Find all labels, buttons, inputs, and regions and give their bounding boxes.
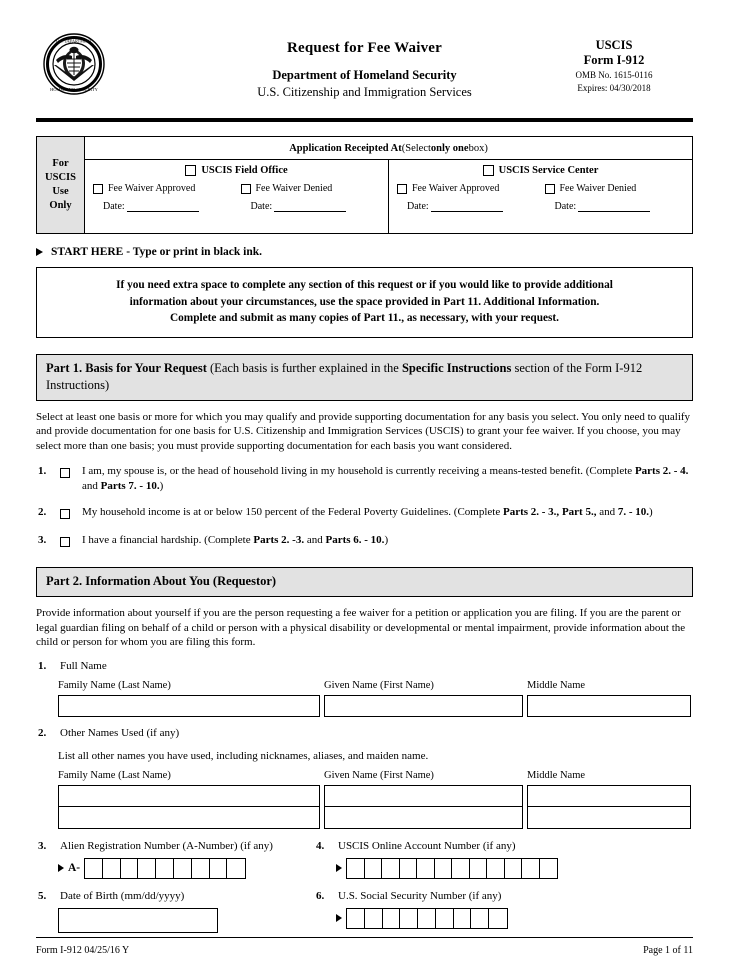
header-divider (36, 118, 693, 122)
other-names-family-label: Family Name (Last Name) (58, 769, 171, 781)
comb-cell[interactable] (365, 859, 383, 878)
basis-1-text-a: I am, my spouse is, or the head of household living in my household is currently receiving a means-tested benefit. (Complete (82, 465, 635, 477)
label-line-for: For (52, 158, 69, 169)
service-center-label: USCIS Service Center (498, 165, 599, 176)
basis-3-number: 3. (38, 534, 47, 546)
basis-options-list (36, 464, 693, 550)
ssn-field-wrap (314, 908, 693, 929)
questions-3-4-row (36, 839, 693, 879)
other-names-family-input-row1[interactable] (58, 785, 320, 807)
basis-2-checkbox-wrap (60, 505, 82, 522)
question-3-group (36, 839, 314, 879)
basis-1-text (82, 464, 693, 494)
a-number-input[interactable] (84, 858, 246, 879)
other-names-middle-input-row2[interactable] (527, 807, 691, 829)
question-4-label: USCIS Online Account Number (if any) (338, 839, 516, 852)
service-center-date-row (389, 194, 692, 212)
comb-cell[interactable] (383, 909, 401, 928)
service-center-approved-date (397, 200, 537, 212)
agency-abbreviation: USCIS (595, 38, 633, 52)
basis-1-bold-b: Parts 7. - 10. (100, 480, 160, 492)
other-names-family-input-row2[interactable] (58, 807, 320, 829)
question-4-number: 4. (316, 839, 325, 852)
full-name-middle-label: Middle Name (527, 679, 586, 691)
question-4-group (314, 839, 693, 879)
other-names-middle-group (527, 769, 691, 829)
agency-name: U.S. Citizenship and Immigration Services (257, 85, 472, 99)
comb-cell[interactable] (103, 859, 121, 878)
basis-1-checkbox-wrap (60, 464, 82, 494)
checkbox-service-center-denied[interactable] (545, 184, 555, 194)
part2-heading (36, 567, 693, 597)
uscis-use-only-content (85, 137, 692, 233)
part2-intro-paragraph: Provide information about yourself if you are the person requesting a fee waiver for a petition or application you are filing. If you are the parent or legal guardian filing on behalf of a child or person with a physical disability or developmental or mental impairment, provide information about the child or person for whom you are filing this form. (36, 607, 686, 648)
notice-line-1: If you need extra space to complete any section of this request or if you would like to provide additional (116, 279, 613, 291)
comb-cell[interactable] (505, 859, 523, 878)
basis-1-bold-a: Parts 2. - 4. (634, 465, 689, 477)
service-center-denied-item (545, 183, 685, 194)
receipted-bold-text: Application Receipted At (289, 142, 402, 154)
comb-cell[interactable] (382, 859, 400, 878)
comb-cell[interactable] (156, 859, 174, 878)
question-5-number: 5. (38, 889, 47, 902)
comb-cell[interactable] (138, 859, 156, 878)
field-office-approved-label: Fee Waiver Approved (108, 183, 196, 194)
service-center-denied-date (545, 200, 685, 212)
checkbox-basis-household-income[interactable] (60, 509, 70, 519)
service-center-approved-item (397, 183, 537, 194)
questions-5-6-row (36, 889, 693, 933)
comb-cell[interactable] (347, 859, 365, 878)
receipted-bold-text-2: only one (430, 142, 469, 154)
basis-2-text-a: My household income is at or below 150 percent of the Federal Poverty Guidelines. (Complete (82, 506, 503, 518)
form-identification (539, 38, 689, 95)
date-label-4: Date: (554, 201, 577, 212)
field-office-column (85, 160, 389, 233)
a-number-prefix: A- (68, 862, 81, 874)
question-6-label: U.S. Social Security Number (if any) (338, 889, 502, 902)
basis-3-text-b: and (304, 534, 326, 546)
other-names-given-input-row2[interactable] (324, 807, 523, 829)
checkbox-uscis-field-office[interactable] (185, 165, 196, 176)
comb-cell[interactable] (540, 859, 558, 878)
date-label-1: Date: (103, 201, 125, 212)
comb-cell[interactable] (347, 909, 365, 928)
question-1-number: 1. (38, 659, 47, 672)
department-name: Department of Homeland Security (272, 68, 457, 82)
full-name-family-label: Family Name (Last Name) (58, 679, 171, 691)
question-5-label: Date of Birth (mm/dd/yyyy) (60, 889, 185, 902)
other-names-family-group (58, 769, 320, 829)
extra-space-notice (36, 267, 693, 338)
comb-cell[interactable] (227, 859, 245, 878)
page-title: Request for Fee Waiver (286, 40, 443, 56)
basis-1-text-b: and (82, 480, 101, 492)
comb-cell[interactable] (470, 859, 488, 878)
basis-3-checkbox-wrap (60, 533, 82, 550)
svg-text:HOMELAND SECURITY: HOMELAND SECURITY (50, 87, 98, 92)
footer-form-edition: Form I-912 04/25/16 Y (36, 945, 130, 956)
field-office-date-row (85, 194, 388, 212)
question-6-head (314, 889, 693, 904)
triangle-pointer-icon (36, 248, 43, 256)
receipted-text-2: box) (468, 142, 488, 154)
comb-cell[interactable] (487, 859, 505, 878)
date-label-2: Date: (250, 201, 273, 212)
checkbox-field-office-denied[interactable] (241, 184, 251, 194)
checkbox-basis-financial-hardship[interactable] (60, 537, 70, 547)
question-4-head (314, 839, 693, 854)
comb-cell[interactable] (417, 859, 435, 878)
part1-specific-instructions: Specific Instructions (401, 360, 512, 375)
question-1-label: Full Name (60, 659, 107, 672)
triangle-pointer-icon-online-account (336, 864, 342, 872)
uscis-online-account-input[interactable] (346, 858, 558, 879)
comb-cell[interactable] (365, 909, 383, 928)
date-of-birth-input[interactable] (58, 908, 218, 933)
basis-2-bold-b: Part 5., (561, 506, 597, 518)
basis-2-bold-a: Parts 2. - 3., (502, 506, 560, 518)
date-input-field-office-approved[interactable] (127, 200, 199, 212)
checkbox-basis-means-tested-benefit[interactable] (60, 468, 70, 478)
service-center-heading (389, 165, 692, 176)
notice-line-3: Complete and submit as many copies of Part 11., as necessary, with your request. (169, 312, 559, 324)
omb-number: OMB No. 1615-0116 (575, 70, 653, 80)
header-titles (135, 30, 595, 100)
basis-item-3 (36, 533, 693, 550)
full-name-given-label: Given Name (First Name) (324, 679, 434, 691)
application-receipted-heading (85, 137, 692, 160)
question-5-head (36, 889, 314, 904)
svg-text:U.S. DEPARTMENT: U.S. DEPARTMENT (55, 38, 93, 44)
basis-1-text-c: ) (159, 480, 164, 492)
label-line-use: Use (52, 186, 69, 197)
comb-cell[interactable] (471, 909, 489, 928)
receipted-text-1: (Select (401, 142, 431, 154)
notice-line-2: information about your circumstances, use the space provided in Part 11. Additional Information. (129, 295, 600, 308)
question-3-label: Alien Registration Number (A-Number) (if any) (60, 839, 273, 852)
full-name-middle-group (527, 679, 691, 717)
question-3-head (36, 839, 314, 854)
field-office-approved-date (93, 200, 233, 212)
basis-1-number: 1. (38, 465, 47, 477)
date-input-field-office-denied[interactable] (274, 200, 346, 212)
comb-cell[interactable] (85, 859, 103, 878)
question-2-row (36, 726, 693, 741)
full-name-family-input[interactable] (58, 695, 320, 717)
basis-2-text (82, 505, 693, 522)
basis-2-number: 2. (38, 506, 47, 518)
part1-heading-text-b: section of the Form I-912 Instructions) (46, 360, 643, 392)
field-office-denied-label: Fee Waiver Denied (255, 183, 333, 194)
comb-cell[interactable] (121, 859, 139, 878)
triangle-pointer-icon-ssn (336, 914, 342, 922)
comb-cell[interactable] (174, 859, 192, 878)
part1-heading (36, 354, 693, 401)
date-label-3: Date: (407, 201, 429, 212)
part2-title: Part 2. Information About You (Requestor) (46, 574, 277, 588)
question-3-number: 3. (38, 839, 47, 852)
field-office-denied-date (241, 200, 381, 212)
comb-cell[interactable] (400, 909, 418, 928)
comb-cell[interactable] (435, 859, 453, 878)
uscis-use-only-table (36, 136, 693, 234)
page-footer (36, 945, 693, 956)
comb-cell[interactable] (210, 859, 228, 878)
other-names-given-group (324, 769, 523, 829)
full-name-middle-input[interactable] (527, 695, 691, 717)
comb-cell[interactable] (400, 859, 418, 878)
label-line-uscis: USCIS (45, 172, 76, 183)
checkbox-uscis-service-center[interactable] (483, 165, 494, 176)
question-5-group (36, 889, 314, 933)
checkbox-field-office-approved[interactable] (93, 184, 103, 194)
a-number-field-wrap (36, 858, 314, 879)
form-number: Form I-912 (583, 53, 645, 67)
expiration-date: Expires: 04/30/2018 (577, 83, 651, 93)
field-office-denied-item (241, 183, 381, 194)
question-2-note: List all other names you have used, including nicknames, aliases, and maiden name. (58, 749, 429, 762)
date-input-service-center-approved[interactable] (431, 200, 503, 212)
label-line-only: Only (49, 200, 72, 211)
basis-2-text-c: and (596, 506, 618, 518)
start-here-text: START HERE - Type or print in black ink. (51, 246, 263, 258)
question-2-label: Other Names Used (if any) (60, 726, 180, 739)
form-header (36, 30, 693, 112)
basis-3-text-a: I have a financial hardship. (Complete (82, 534, 254, 546)
other-names-middle-label: Middle Name (527, 769, 586, 781)
service-center-denied-label: Fee Waiver Denied (559, 183, 637, 194)
full-name-given-group (324, 679, 523, 717)
basis-3-text-c: ) (384, 534, 389, 546)
footer-divider (36, 937, 693, 938)
basis-3-bold-a: Parts 2. -3. (253, 534, 305, 546)
part1-title: Part 1. Basis for Your Request (46, 360, 207, 375)
footer-page-number: Page 1 of 11 (643, 945, 693, 956)
checkbox-service-center-approved[interactable] (397, 184, 407, 194)
service-center-approved-label: Fee Waiver Approved (412, 183, 500, 194)
field-office-label: USCIS Field Office (201, 165, 288, 176)
other-names-middle-input-row1[interactable] (527, 785, 691, 807)
comb-cell[interactable] (436, 909, 454, 928)
comb-cell[interactable] (192, 859, 210, 878)
office-columns (85, 160, 692, 233)
uscis-use-only-label (37, 137, 85, 233)
question-1-row (36, 659, 693, 674)
social-security-number-input[interactable] (346, 908, 508, 929)
comb-cell[interactable] (454, 909, 472, 928)
question-6-group (314, 889, 693, 933)
comb-cell[interactable] (522, 859, 540, 878)
basis-item-2 (36, 505, 693, 522)
form-page (0, 30, 729, 974)
basis-2-bold-c: 7. - 10. (617, 506, 650, 518)
full-name-fields (58, 679, 693, 717)
other-names-given-label: Given Name (First Name) (324, 769, 434, 781)
question-6-number: 6. (316, 889, 325, 902)
triangle-pointer-icon-anumber (58, 864, 64, 872)
part1-intro-paragraph: Select at least one basis or more for which you may qualify and provide supporting documentation for any basis you select. You only need to qualify and provide documentation for one basis for U.S. Citizenship and Immigration Services (USCIS) to grant your fee waiver. If you choose, you may select more than one basis; you must provide supporting documentation for each basis you want considered. (36, 410, 691, 452)
other-names-given-input-row1[interactable] (324, 785, 523, 807)
field-office-approved-item (93, 183, 233, 194)
service-center-decision-row (389, 183, 692, 194)
full-name-given-input[interactable] (324, 695, 523, 717)
comb-cell[interactable] (418, 909, 436, 928)
part1-heading-text-a: (Each basis is further explained in the (206, 360, 402, 375)
comb-cell[interactable] (489, 909, 507, 928)
basis-3-bold-b: Parts 6. - 10. (325, 534, 385, 546)
other-names-fields (58, 769, 693, 829)
field-office-decision-row (85, 183, 388, 194)
field-office-heading (85, 165, 388, 176)
dhs-seal-icon (42, 32, 106, 96)
basis-3-text (82, 533, 693, 550)
start-here-row (36, 246, 693, 258)
full-name-family-group (58, 679, 320, 717)
question-2-number: 2. (38, 726, 47, 739)
comb-cell[interactable] (452, 859, 470, 878)
online-account-field-wrap (314, 858, 693, 879)
date-input-service-center-denied[interactable] (578, 200, 650, 212)
basis-item-1 (36, 464, 693, 494)
service-center-column (389, 160, 692, 233)
basis-2-text-d: ) (649, 506, 653, 518)
